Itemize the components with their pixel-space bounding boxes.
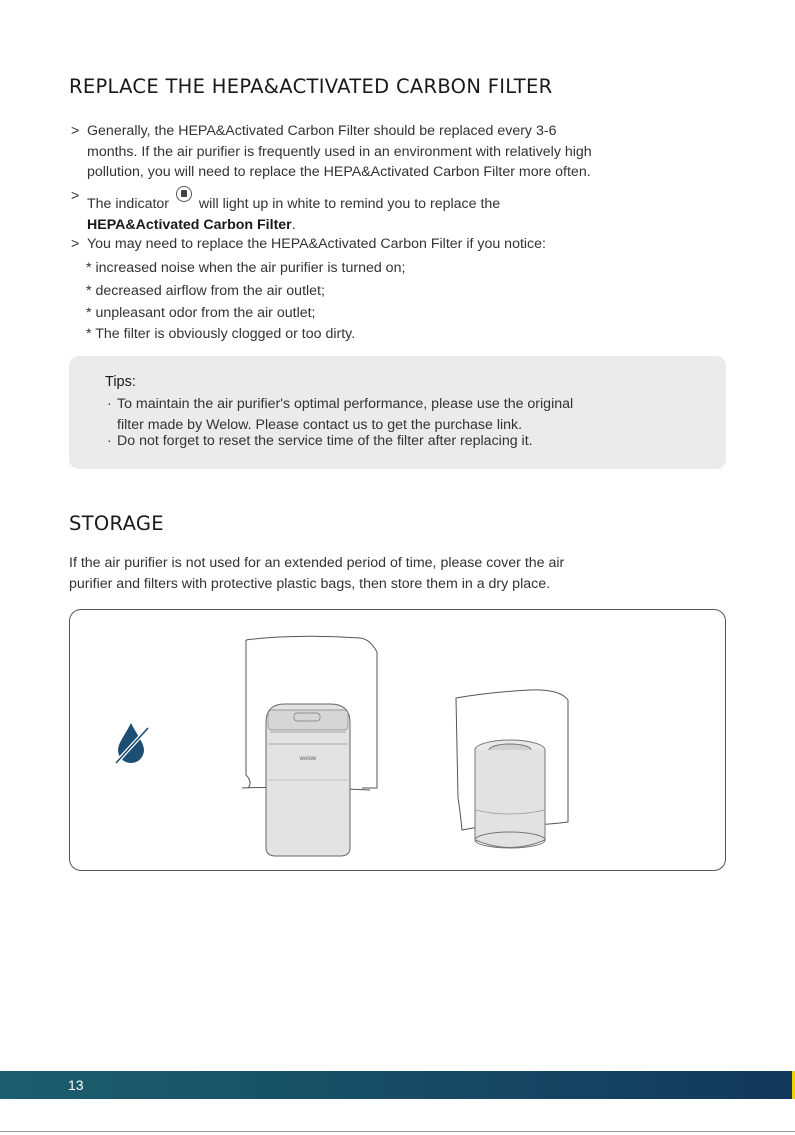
storage-paragraph [69,553,739,594]
tip-item [107,394,707,435]
text-line: months. If the air purifier is frequently used in an environment with relatively high [87,143,592,160]
footer-bar [0,1071,792,1099]
tips-title: Tips: [105,374,136,390]
paragraph-indicator [71,186,731,235]
text-line: To maintain the air purifier's optimal performance, please use the original [117,396,574,412]
symptom-item: * The filter is obviously clogged or too dirty. [86,326,356,342]
text-fragment: will light up in white to remind you to replace the [198,196,501,212]
arrow-bullet: > [71,123,80,139]
text-line: filter made by Welow. Please contact us to get the purchase link. [117,416,523,433]
arrow-bullet: > [71,236,80,252]
purifier-brand-label: welow [299,756,317,762]
paragraph-notice [71,234,731,255]
text-line: You may need to replace the HEPA&Activated Carbon Filter if you notice: [87,236,546,252]
filter-in-bag [456,690,568,848]
air-purifier-in-bag [242,636,377,856]
paragraph-replace-frequency [71,121,731,183]
arrow-bullet: > [71,188,80,204]
tip-item [107,431,707,452]
bottom-divider [0,1131,795,1132]
symptom-item: * increased noise when the air purifier is turned on; [86,260,406,276]
text-line: If the air purifier is not used for an extended period of time, please cover the air [69,555,565,571]
text-line: Do not forget to reset the service time of the filter after replacing it. [117,433,533,449]
bold-filter-name: HEPA&Activated Carbon Filter [87,216,292,233]
no-water-drop-icon [116,723,148,763]
storage-illustration-graphic [70,610,727,872]
tip-bullet: · [107,433,112,449]
text-line: pollution, you will need to replace the HEPA&Activated Carbon Filter more often. [87,164,591,180]
storage-illustration [69,609,726,871]
text-line: Generally, the HEPA&Activated Carbon Filter should be replaced every 3-6 [87,123,557,139]
section-title-storage: STORAGE [69,512,164,535]
text-line: purifier and filters with protective plastic bags, then store them in a dry place. [69,575,551,592]
tips-box [69,356,726,469]
filter-indicator-icon [176,186,192,202]
symptom-item: * unpleasant odor from the air outlet; [86,305,316,321]
tip-bullet: · [107,396,112,412]
text-fragment: The indicator [87,196,170,212]
symptom-item: * decreased airflow from the air outlet; [86,283,325,299]
text-fragment: . [291,216,296,233]
section-title-replace-filter: REPLACE THE HEPA&ACTIVATED CARBON FILTER [69,75,553,98]
page-number: 13 [68,1077,84,1093]
